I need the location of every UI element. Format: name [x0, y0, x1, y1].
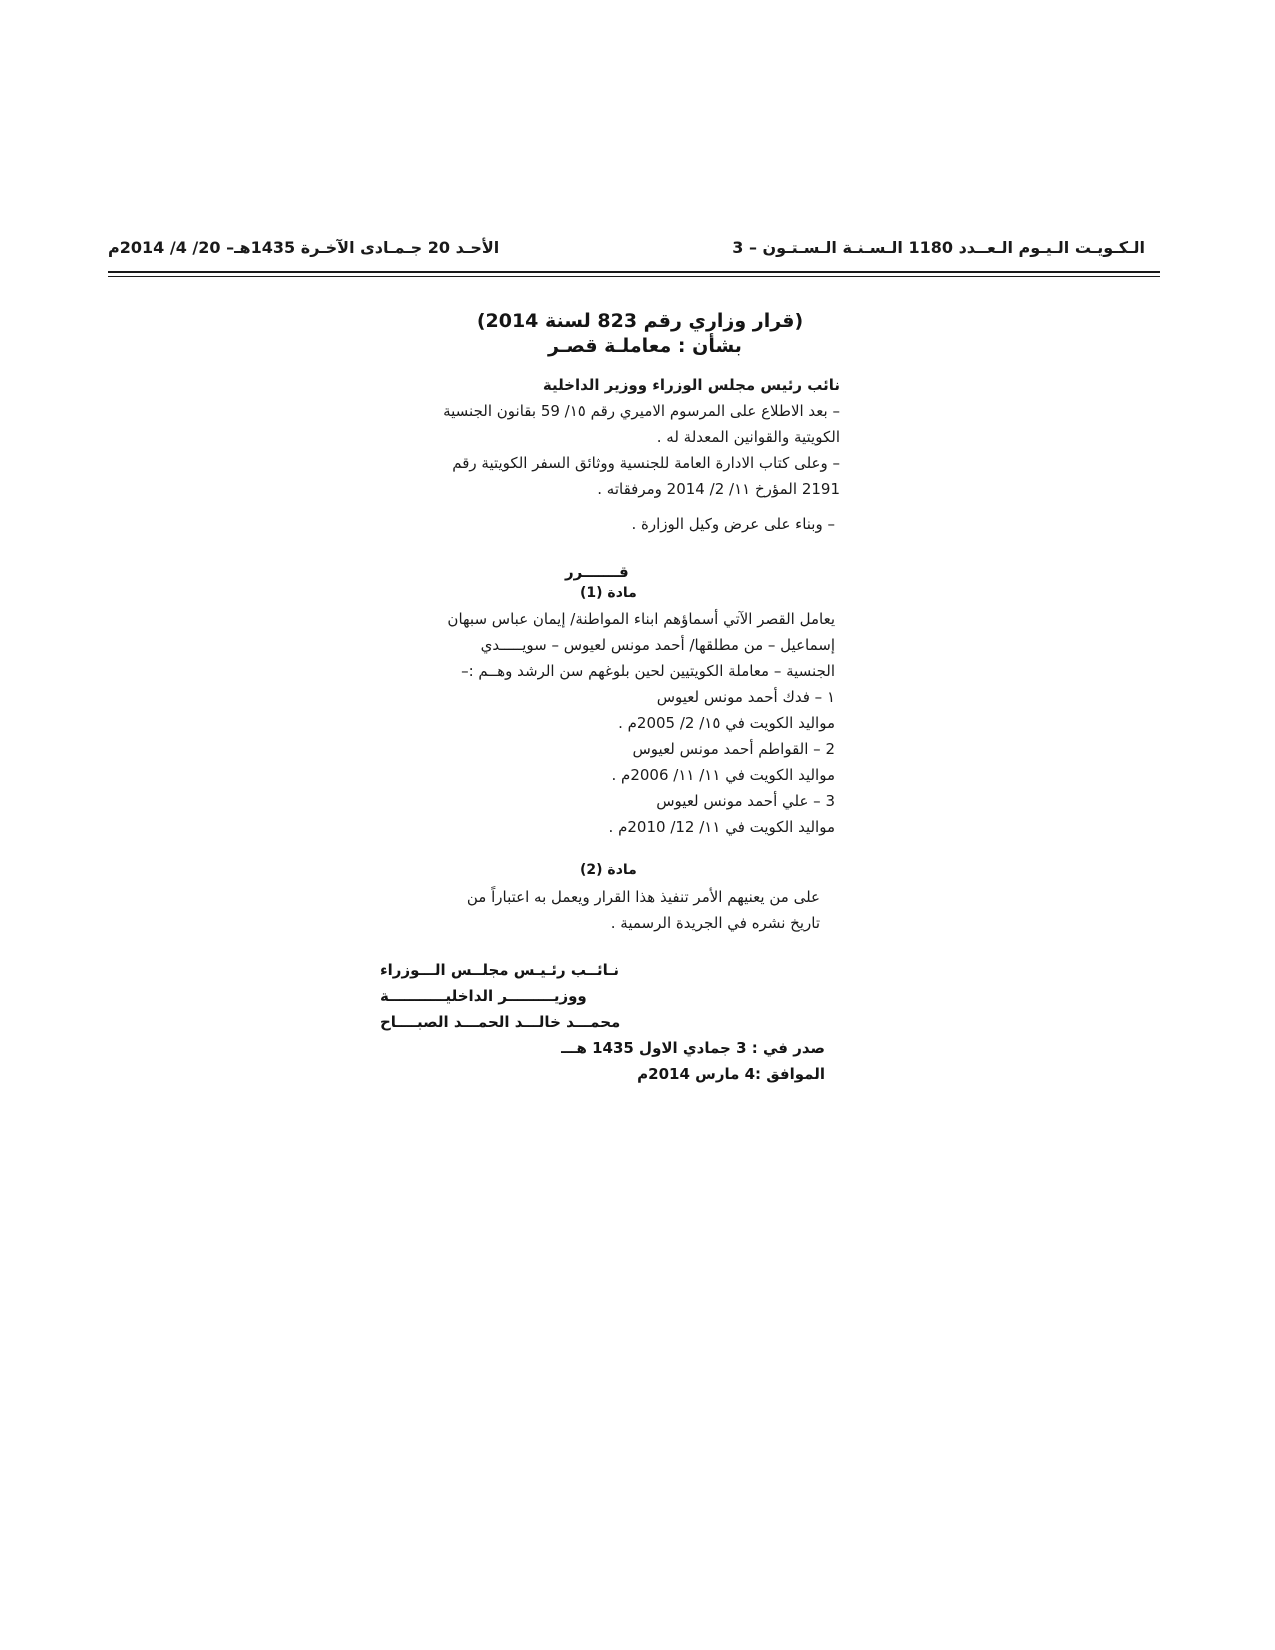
preamble-line: الكويتية والقوانين المعدلة له .	[656, 428, 840, 446]
article-1-line: إسماعيل – من مطلقها/ أحمد مونس لعيوس – سويـــــدي	[480, 636, 835, 654]
header-date: الأحـد 20 جـمـادى الآخـرة 1435هـ– 20/ 4/ 2014م	[108, 238, 500, 257]
header-issue-info: الـكـويـت الـيـوم الـعــدد 1180 الـسـنـة الـسـتـون – 3	[732, 238, 1145, 257]
decision-heading: قـــــــرر	[565, 563, 629, 581]
article-1-line: مواليد الكويت في ١٥/ 2/ 2005م .	[618, 714, 835, 732]
signature-title-deputy-pm: نـائــب رئـيـس مجلــس الـــوزراء	[380, 961, 619, 979]
article-1-line: 3 – علي أحمد مونس لعيوس	[656, 792, 835, 810]
issued-gregorian-date: الموافق :4 مارس 2014م	[637, 1065, 825, 1083]
issued-hijri-date: صدر في : 3 جمادي الاول 1435 هـــ	[561, 1039, 825, 1057]
article-1-line: يعامل القصر الآتي أسماؤهم ابناء المواطنة/ إيمان عباس سبهان	[447, 610, 835, 628]
decree-title: (قرار وزاري رقم 823 لسنة 2014)	[476, 310, 804, 332]
article-1-heading: مادة (1)	[580, 585, 637, 601]
article-2-line: على من يعنيهم الأمر تنفيذ هذا القرار ويعمل به اعتباراً من	[466, 888, 820, 906]
preamble-line: 2191 المؤرخ ١١/ 2/ 2014 ومرفقاته .	[597, 480, 840, 498]
header-rule-thin	[108, 276, 1160, 277]
header-rule-thick	[108, 271, 1160, 273]
article-2-heading: مادة (2)	[580, 862, 637, 878]
article-1-line: مواليد الكويت في ١١/ 12/ 2010م .	[608, 818, 835, 836]
decree-subject: بشأن : معاملـة قصـر	[548, 335, 742, 357]
signature-title-minister: ووزيـــــــــر الداخليـــــــــــة	[380, 987, 587, 1005]
preamble-line: – بعد الاطلاع على المرسوم الاميري رقم ١٥/ 59 بقانون الجنسية	[443, 402, 840, 420]
article-1-line: ١ – فدك أحمد مونس لعيوس	[656, 688, 835, 706]
article-2-line: تاريخ نشره في الجريدة الرسمية .	[610, 914, 820, 932]
preamble-line: – وعلى كتاب الادارة العامة للجنسية ووثائق السفر الكويتية رقم	[452, 454, 840, 472]
preamble-line: – وبناء على عرض وكيل الوزارة .	[631, 515, 835, 533]
article-1-line: 2 – القواطم أحمد مونس لعيوس	[632, 740, 835, 758]
article-1-line: الجنسية – معاملة الكويتيين لحين بلوغهم سن الرشد وهــم :–	[461, 662, 835, 680]
signature-name: محمـــد خالـــد الحمـــد الصبــــاح	[380, 1013, 621, 1031]
issuer-line: نائب رئيس مجلس الوزراء ووزير الداخلية	[542, 376, 840, 394]
article-1-line: مواليد الكويت في ١١/ ١١/ 2006م .	[611, 766, 835, 784]
